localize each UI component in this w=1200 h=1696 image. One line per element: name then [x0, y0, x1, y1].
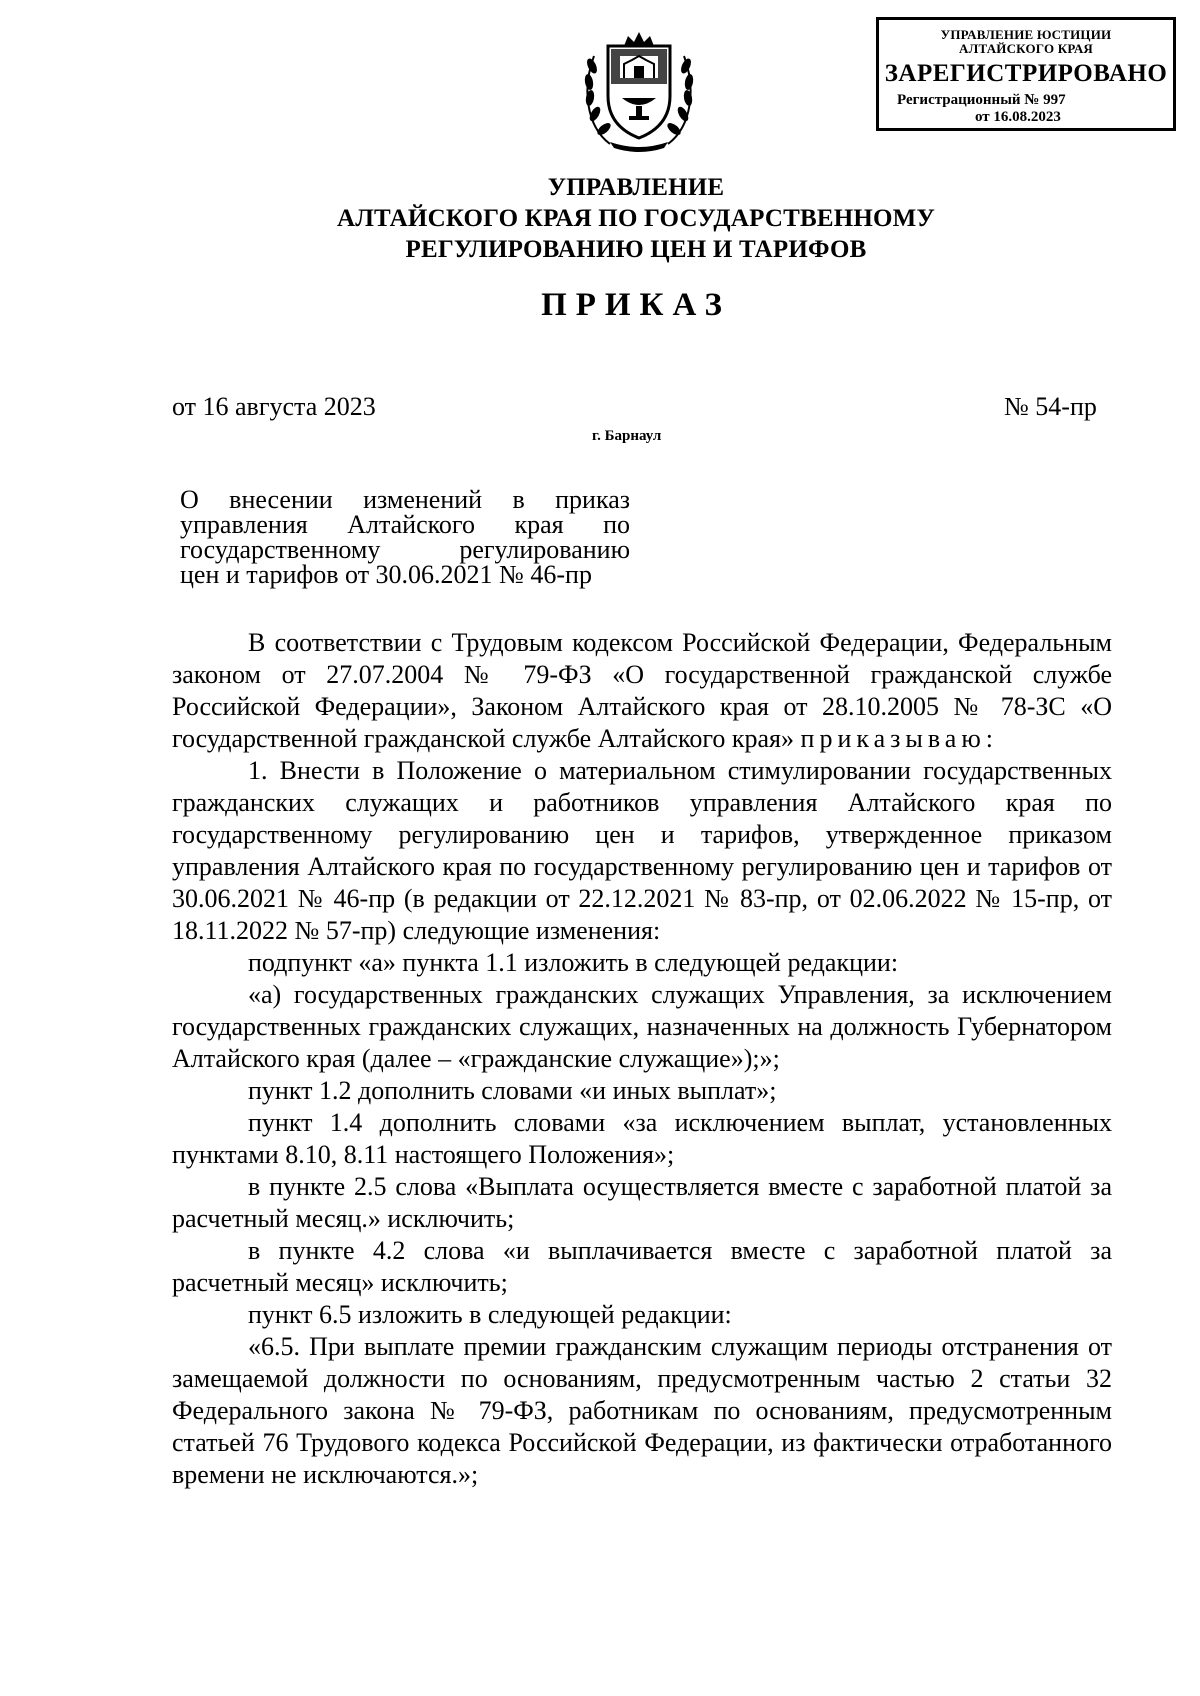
subject-line: государственному регулированию	[180, 535, 630, 564]
preamble-paragraph	[172, 627, 1112, 755]
order-date: от 16 августа 2023	[172, 392, 376, 421]
preamble-text: В соответствии с Трудовым кодексом Российской Федерации, Федеральным законом от 27.07.2004 № 79-ФЗ «О государственной гражданской службе Российской Федерации», Законом Алтайского края от 28.10.2005 № 78-ЗС «О государственной гражданской службе Алтайского края»	[172, 628, 1112, 753]
amendment-paragraph: пункт 6.5 изложить в следующей редакции:	[248, 1300, 732, 1329]
stamp-title: ЗАРЕГИСТРИРОВАНО	[884, 60, 1168, 87]
amendment-paragraph: подпункт «а» пункта 1.1 изложить в следующей редакции:	[248, 948, 899, 977]
place-of-issue: г. Барнаул	[592, 428, 662, 444]
order-number: № 54-пр	[1004, 392, 1097, 421]
order-subject	[180, 487, 630, 587]
amendment-paragraph: пункт 1.4 дополнить словами «за исключением выплат, установленных пунктами 8.10, 8.11 настоящего Положения»;	[172, 1108, 1112, 1169]
amendment-paragraph: в пункте 4.2 слова «и выплачивается вместе с заработной платой за расчетный месяц» исключить;	[172, 1236, 1112, 1297]
stamp-org-line: УПРАВЛЕНИЕ ЮСТИЦИИ	[940, 27, 1112, 42]
issuing-authority	[0, 172, 1200, 265]
subject-line: управления Алтайского края по	[180, 510, 630, 539]
amendment-paragraph: в пункте 2.5 слова «Выплата осуществляется вместе с заработной платой за расчетный месяц.» исключить;	[172, 1172, 1112, 1233]
amendment-paragraph: пункт 1.2 дополнить словами «и иных выплат»;	[248, 1076, 777, 1105]
registration-stamp	[876, 17, 1176, 131]
authority-line: УПРАВЛЕНИЕ	[547, 174, 725, 201]
stamp-registration-date: от 16.08.2023	[975, 109, 1061, 125]
amendment-paragraph: «а) государственных гражданских служащих Управления, за исключением государственных гражданских служащих, назначенных на должность Губернатором Алтайского края (далее – «гражданские служащие»);»;	[172, 980, 1112, 1073]
stamp-registration-number: Регистрационный № 997	[897, 92, 1066, 108]
subject-line: цен и тарифов от 30.06.2021 № 46-пр	[180, 560, 592, 589]
document-type-title: ПРИКАЗ	[541, 287, 731, 323]
authority-line: РЕГУЛИРОВАНИЮ ЦЕН И ТАРИФОВ	[405, 236, 867, 263]
order-body	[172, 627, 1112, 1491]
amendment-paragraph: «6.5. При выплате премии гражданским служащим периоды отстранения от замещаемой должности по основаниям, предусмотренным частью 2 статьи 32 Федерального закона № 79-ФЗ, работникам по основаниям, предусмотренным статьей 76 Трудового кодекса Российской Федерации, из фактически отработанного времени не исключаются.»;	[172, 1332, 1112, 1489]
altai-coat-of-arms-icon	[580, 26, 698, 152]
subject-line: О внесении изменений в приказ	[180, 485, 630, 514]
authority-line: АЛТАЙСКОГО КРАЯ ПО ГОСУДАРСТВЕННОМУ	[336, 205, 936, 232]
order-word: приказываю:	[800, 724, 998, 753]
stamp-org-line: АЛТАЙСКОГО КРАЯ	[959, 41, 1093, 56]
item-1-paragraph: 1. Внести в Положение о материальном стимулировании государственных гражданских служащих и работников управления Алтайского края по государственному регулированию цен и тарифов, утвержденное приказом управления Алтайского края по государственному регулированию цен и тарифов от 30.06.2021 № 46-пр (в редакции от 22.12.2021 № 83-пр, от 02.06.2022 № 15-пр, от 18.11.2022 № 57-пр) следующие изменения:	[172, 756, 1112, 945]
